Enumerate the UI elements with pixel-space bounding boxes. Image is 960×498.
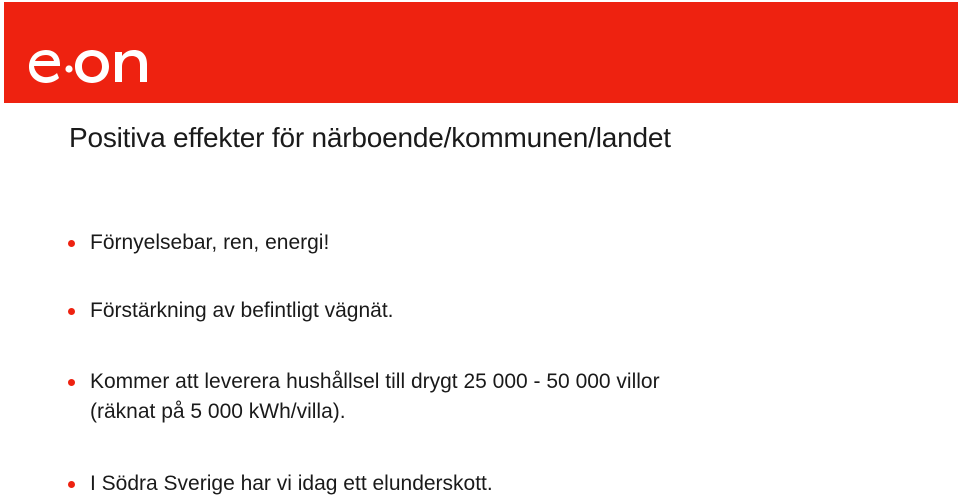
bullet-text-line-2: (räknat på 5 000 kWh/villa). bbox=[90, 400, 346, 423]
bullet-dot-icon bbox=[68, 240, 75, 247]
bullet-dot-icon bbox=[68, 379, 75, 386]
bullet-item bbox=[68, 469, 493, 498]
bullet-item bbox=[68, 228, 329, 258]
bullet-item bbox=[68, 296, 394, 326]
bullet-text: Förstärkning av befintligt vägnät. bbox=[90, 299, 394, 322]
bullet-text-line-1: Kommer att leverera hushållsel till drygt 25 000 - 50 000 villor bbox=[90, 370, 660, 393]
slide-title: Positiva effekter för närboende/kommunen/landet bbox=[69, 122, 671, 153]
bullet-text: I Södra Sverige har vi idag ett elunderskott. bbox=[90, 472, 493, 495]
bullet-item bbox=[68, 367, 660, 427]
eon-logo bbox=[28, 42, 158, 86]
bullet-dot-icon bbox=[68, 481, 75, 488]
bullet-dot-icon bbox=[68, 308, 75, 315]
bullet-text: Förnyelsebar, ren, energi! bbox=[90, 231, 330, 254]
header-bar bbox=[4, 2, 958, 103]
